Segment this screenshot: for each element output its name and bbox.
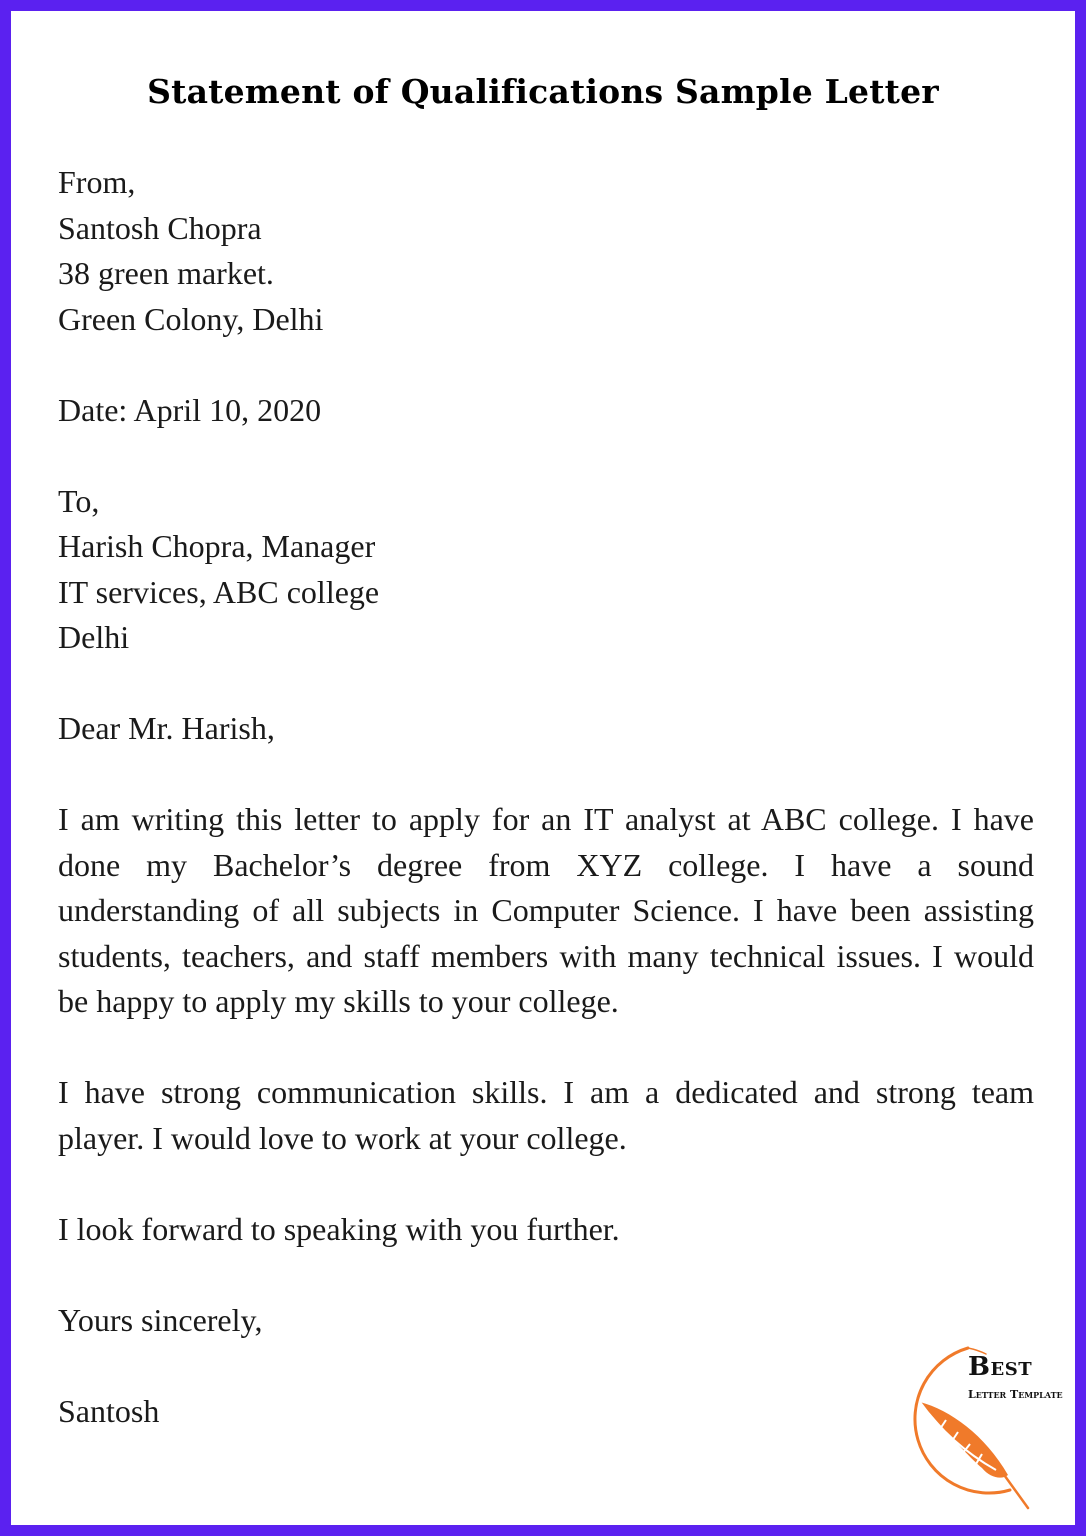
body-paragraph-2: I have strong communication skills. I am a dedicated and strong team player. I would love to work at your college. [58,1074,1034,1156]
spacer [58,752,1034,798]
from-label: From, [58,164,136,200]
spacer [58,1343,1034,1389]
logo-subtitle: Letter Template [968,1388,1063,1401]
letter-date: Date: April 10, 2020 [58,391,322,428]
recipient-organization: IT services, ABC college [58,573,380,610]
spacer [58,661,1034,707]
sender-address-line2: Green Colony, Delhi [58,300,324,337]
spacer [58,342,1034,388]
sender-address-line1: 38 green market. [58,255,274,291]
letter-title: Statement of Qualifications Sample Letter [147,72,939,111]
salutation: Dear Mr. Harish, [58,710,275,746]
recipient-city: Delhi [58,619,130,655]
sender-name: Santosh Chopra [58,209,262,246]
spacer [58,1025,1034,1071]
to-label: To, [58,482,100,519]
letter-body [58,160,1034,1434]
recipient-name: Harish Chopra, Manager [58,528,376,564]
spacer [58,1161,1034,1207]
closing: Yours sincerely, [58,1301,263,1338]
body-paragraph-3: I look forward to speaking with you further. [58,1210,620,1247]
spacer [58,433,1034,479]
logo-wordmark: Best [968,1352,1033,1382]
spacer [58,1252,1034,1298]
body-paragraph-1: I am writing this letter to apply for an IT analyst at ABC college. I have done my Bachelor’s degree from XYZ college. I have a sound understanding of all subjects in Computer Science. I have been assisting students, teachers, and staff members with many technical issues. I would be happy to apply my skills to your college. [58,801,1034,1019]
signature: Santosh [58,1392,160,1429]
